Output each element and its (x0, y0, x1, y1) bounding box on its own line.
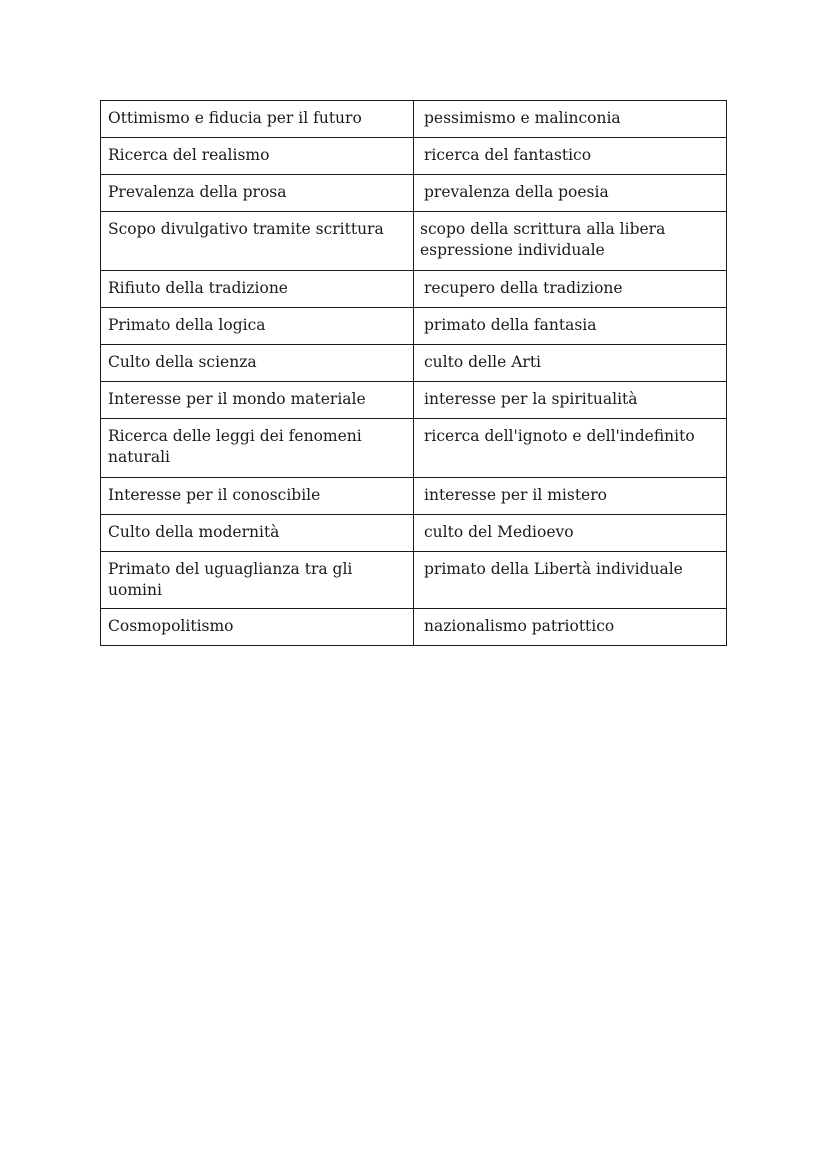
left-cell: Prevalenza della prosa (101, 175, 414, 212)
table-row (101, 609, 727, 646)
table-row (101, 345, 727, 382)
left-cell: Culto della modernità (101, 515, 414, 552)
right-cell: ricerca dell'ignoto e dell'indefinito (414, 419, 727, 478)
right-cell: scopo della scrittura alla libera espressione individuale (414, 212, 727, 271)
right-cell: pessimismo e malinconia (414, 101, 727, 138)
left-cell: Interesse per il conoscibile (101, 478, 414, 515)
right-cell: interesse per il mistero (414, 478, 727, 515)
table-row (101, 138, 727, 175)
left-cell: Ottimismo e fiducia per il futuro (101, 101, 414, 138)
table-row (101, 478, 727, 515)
left-cell: Scopo divulgativo tramite scrittura (101, 212, 414, 271)
left-cell: Rifiuto della tradizione (101, 271, 414, 308)
right-cell: interesse per la spiritualità (414, 382, 727, 419)
right-cell: primato della Libertà individuale (414, 552, 727, 609)
right-cell: primato della fantasia (414, 308, 727, 345)
left-cell: Ricerca del realismo (101, 138, 414, 175)
left-cell: Ricerca delle leggi dei fenomeni naturali (101, 419, 414, 478)
right-cell: culto delle Arti (414, 345, 727, 382)
table-row (101, 175, 727, 212)
table-row (101, 212, 727, 271)
right-cell: prevalenza della poesia (414, 175, 727, 212)
table-row (101, 419, 727, 478)
left-cell: Primato del uguaglianza tra gli uomini (101, 552, 414, 609)
table-row (101, 271, 727, 308)
table-row (101, 308, 727, 345)
right-cell: ricerca del fantastico (414, 138, 727, 175)
left-cell: Culto della scienza (101, 345, 414, 382)
right-cell: culto del Medioevo (414, 515, 727, 552)
right-cell: nazionalismo patriottico (414, 609, 727, 646)
comparison-table (100, 100, 727, 646)
table-row (101, 101, 727, 138)
right-cell: recupero della tradizione (414, 271, 727, 308)
table-row (101, 515, 727, 552)
left-cell: Interesse per il mondo materiale (101, 382, 414, 419)
left-cell: Cosmopolitismo (101, 609, 414, 646)
left-cell: Primato della logica (101, 308, 414, 345)
table-row (101, 552, 727, 609)
table-row (101, 382, 727, 419)
